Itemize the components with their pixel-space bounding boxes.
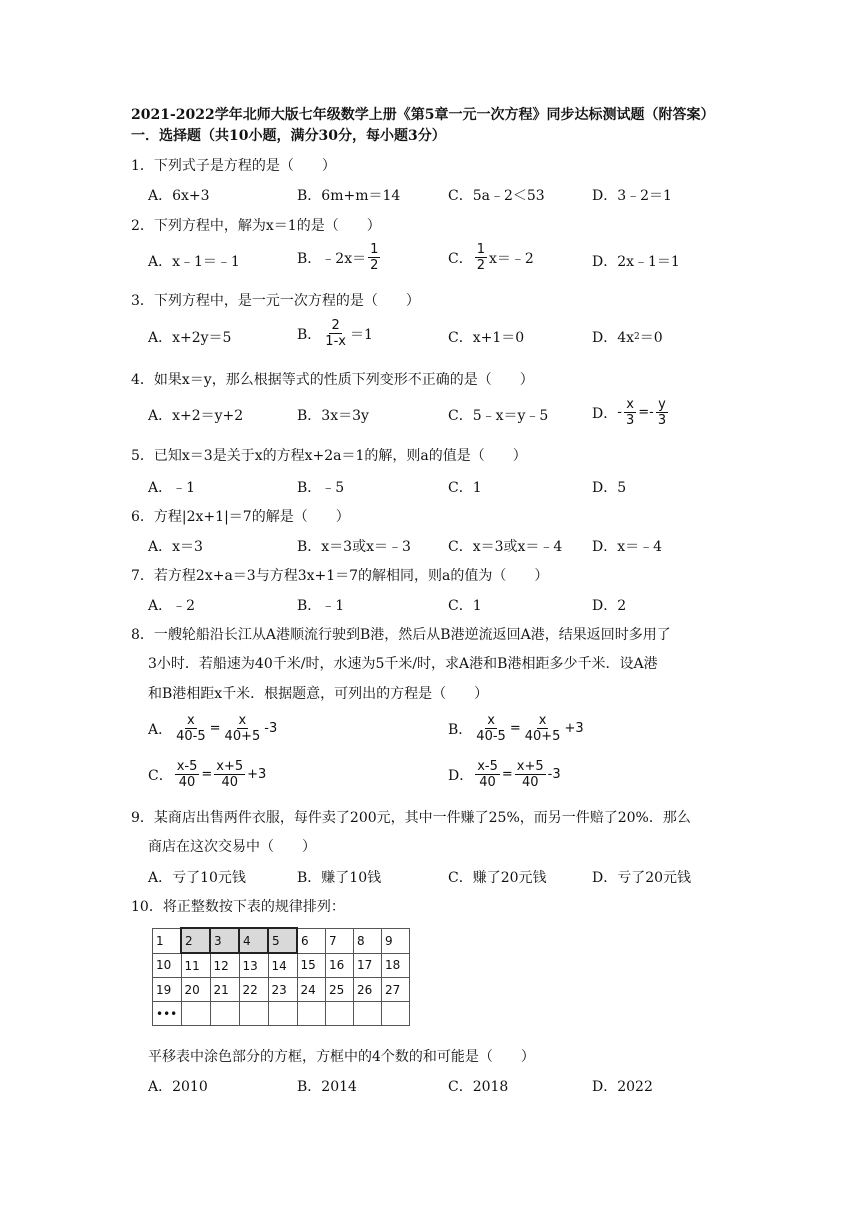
- number-grid-table: [152, 927, 410, 1026]
- grid-cell: 6: [297, 928, 326, 953]
- question-8-line-1: 8．一艘轮船沿长江从A港顺流行驶到B港，然后从B港逆流返回A港，结果返回时多用了: [131, 627, 671, 643]
- q8-option-b-fraction-left: [474, 713, 508, 744]
- q8-option-d: [448, 759, 561, 790]
- grid-cell: 21: [210, 978, 239, 1002]
- q3-option-d-label: D．4x: [592, 330, 635, 346]
- q1-option-d: D．3﹣2＝1: [592, 188, 672, 204]
- q5-option-c: C．1: [448, 480, 482, 496]
- question-8-line-3: 和B港相距x千米．根据题意，可列出的方程是（ ）: [148, 686, 489, 702]
- fraction-denominator: 40-5: [476, 729, 506, 744]
- fraction-denominator: 40: [479, 775, 496, 790]
- fraction-denominator: 40: [221, 775, 238, 790]
- q3-option-c: C．x+1＝0: [448, 330, 525, 346]
- q4-option-a: A．x+2＝y+2: [148, 408, 244, 424]
- fraction-denominator: 40: [178, 775, 196, 790]
- q10-option-c: C．2018: [448, 1079, 509, 1095]
- q8-option-b: [448, 713, 584, 744]
- grid-cell: 13: [239, 953, 268, 978]
- grid-cell: 24: [297, 978, 326, 1002]
- q8-option-d-label: D．: [448, 767, 474, 784]
- q8-option-c: [148, 759, 266, 790]
- q8-option-c-label: C．: [148, 767, 173, 784]
- equals-sign: =: [201, 767, 213, 782]
- equals-sign: =: [209, 721, 221, 736]
- fraction-numerator: x-5: [176, 759, 198, 774]
- q2-option-d: D．2x﹣1＝1: [592, 254, 680, 270]
- q2-option-a: A．x﹣1＝﹣1: [148, 254, 240, 270]
- equals-sign: =-: [638, 405, 654, 420]
- fraction-denominator: 1-x: [325, 334, 346, 349]
- q2-option-b-fraction: [368, 242, 380, 273]
- fraction-numerator: x: [238, 713, 247, 728]
- question-7-stem: 7．若方程2x+a＝3与方程3x+1＝7的解相同，则a的值为（ ）: [131, 568, 549, 584]
- grid-cell: 20: [181, 978, 210, 1002]
- q4-option-d-label: D．: [592, 405, 618, 422]
- q8-option-b-fraction-right: [523, 713, 563, 744]
- q9-option-d: D．亏了20元钱: [592, 870, 692, 886]
- equals-sign: =: [509, 721, 521, 736]
- grid-cell: 2: [181, 928, 210, 953]
- q3-option-b-fraction: [323, 318, 348, 349]
- fraction-numerator: x: [538, 713, 547, 728]
- fraction-denominator: 40+5: [224, 729, 261, 744]
- q5-option-d: D．5: [592, 480, 627, 496]
- q9-option-c: C．赚了20元钱: [448, 870, 547, 886]
- q10-option-a: A．2010: [148, 1079, 208, 1095]
- grid-row: [153, 953, 410, 978]
- q3-option-b-rest: ＝1: [349, 326, 373, 343]
- q9-option-a: A．亏了10元钱: [148, 870, 246, 886]
- q3-option-b: [297, 318, 373, 349]
- q8-option-a: [148, 713, 277, 744]
- grid-cell: 19: [153, 978, 182, 1002]
- grid-cell: 17: [354, 953, 382, 978]
- fraction-denominator: 3: [625, 413, 635, 428]
- q5-option-b: B．﹣5: [297, 480, 345, 496]
- q4-option-d-fraction-right: [656, 397, 668, 428]
- grid-cell: 9: [382, 928, 410, 953]
- q4-option-d: [592, 397, 670, 428]
- grid-cell: 12: [210, 953, 239, 978]
- fraction-denominator: 2: [370, 258, 379, 273]
- q8-option-d-fraction-right: [515, 759, 546, 790]
- q3-option-a: A．x+2y＝5: [148, 330, 232, 346]
- q8-option-a-fraction-right: [223, 713, 263, 744]
- grid-cell: [181, 1002, 210, 1026]
- fraction-numerator: x+5: [516, 759, 544, 774]
- equals-sign: =: [501, 767, 513, 782]
- grid-cell: 25: [326, 978, 354, 1002]
- question-4-stem: 4．如果x＝y，那么根据等式的性质下列变形不正确的是（ ）: [131, 372, 534, 388]
- q6-option-d: D．x＝﹣4: [592, 539, 663, 555]
- grid-cell: [354, 1002, 382, 1026]
- grid-cell: [382, 1002, 410, 1026]
- section-heading: 一．选择题（共10小题，满分30分，每小题3分）: [131, 128, 446, 144]
- q8-option-b-label: B．: [448, 721, 473, 738]
- q8-option-d-fraction-left: [475, 759, 500, 790]
- q3-option-d-rest: ＝0: [639, 330, 663, 346]
- fraction-numerator: 2: [331, 318, 340, 333]
- q1-option-b: B．6m+m＝14: [297, 188, 401, 204]
- grid-cell: [326, 1002, 354, 1026]
- grid-cell: 15: [297, 953, 326, 978]
- q9-option-b: B．赚了10钱: [297, 870, 382, 886]
- fraction-numerator: 1: [370, 242, 379, 257]
- grid-cell: 11: [181, 953, 210, 978]
- q2-option-c-label: C．: [448, 250, 473, 267]
- q1-option-c: C．5a﹣2＜53: [448, 188, 545, 204]
- fraction-denominator: 3: [657, 413, 667, 428]
- q3-option-b-label: B．: [297, 326, 322, 343]
- grid-cell: [297, 1002, 326, 1026]
- fraction-numerator: x+5: [216, 759, 244, 774]
- q8-option-a-label: A．: [148, 721, 173, 738]
- fraction-denominator: 40: [521, 775, 539, 790]
- question-9-line-1: 9．某商店出售两件衣服，每件卖了200元，其中一件赚了25%，而另一件赔了20%．那么: [131, 810, 691, 826]
- q8-option-b-rest: +3: [564, 721, 584, 736]
- grid-cell: •••: [153, 1002, 182, 1026]
- q4-option-b: B．3x＝3y: [297, 408, 369, 424]
- q10-option-d: D．2022: [592, 1079, 653, 1095]
- q7-option-d: D．2: [592, 598, 627, 614]
- document-title: 2021-2022学年北师大版七年级数学上册《第5章一元一次方程》同步达标测试题（附答案）: [131, 107, 715, 123]
- q2-option-c: [448, 242, 534, 273]
- q10-option-b: B．2014: [297, 1079, 357, 1095]
- grid-cell: 3: [210, 928, 239, 953]
- fraction-denominator: 40+5: [524, 729, 561, 744]
- grid-cell: 14: [268, 953, 297, 978]
- grid-cell: [239, 1002, 268, 1026]
- q3-option-d-exponent: 2: [634, 332, 640, 342]
- q1-option-a: A．6x+3: [148, 188, 210, 204]
- q5-option-a: A．﹣1: [148, 480, 196, 496]
- grid-cell: 22: [239, 978, 268, 1002]
- grid-cell: 7: [326, 928, 354, 953]
- grid-cell: [268, 1002, 297, 1026]
- grid-cell: 27: [382, 978, 410, 1002]
- grid-cell: 18: [382, 953, 410, 978]
- fraction-numerator: x: [626, 397, 634, 412]
- grid-cell: 4: [239, 928, 268, 953]
- fraction-numerator: x-5: [477, 759, 498, 774]
- grid-cell: 16: [326, 953, 354, 978]
- grid-cell: 8: [354, 928, 382, 953]
- grid-cell: 1: [153, 928, 182, 953]
- q8-option-c-rest: +3: [247, 767, 267, 782]
- q2-option-c-rest: x＝﹣2: [489, 250, 534, 267]
- question-2-stem: 2．下列方程中，解为x＝1的是（ ）: [131, 218, 381, 234]
- q6-option-a: A．x＝3: [148, 539, 203, 555]
- grid-row: [153, 928, 410, 953]
- minus-sign: -: [617, 405, 622, 420]
- fraction-denominator: 40-5: [176, 729, 206, 744]
- question-8-line-2: 3小时．若船速为40千米/时，水速为5千米/时，求A港和B港相距多少千米．设A港: [148, 656, 658, 672]
- q8-option-a-rest: -3: [264, 721, 278, 736]
- q8-option-c-fraction-left: [175, 759, 200, 790]
- q7-option-a: A．﹣2: [148, 598, 196, 614]
- question-10-stem: 10．将正整数按下表的规律排列：: [131, 899, 345, 915]
- q4-option-c: C．5﹣x＝y﹣5: [448, 408, 549, 424]
- grid-cell: [210, 1002, 239, 1026]
- q2-option-b-label: B．﹣2x＝: [297, 250, 367, 267]
- grid-cell: 5: [268, 928, 297, 953]
- q4-option-d-fraction-left: [624, 397, 636, 428]
- grid-row: [153, 1002, 410, 1026]
- question-6-stem: 6．方程|2x+1|＝7的解是（ ）: [131, 509, 350, 525]
- q8-option-a-fraction-left: [174, 713, 208, 744]
- q2-option-b: [297, 242, 382, 273]
- fraction-denominator: 2: [476, 258, 485, 273]
- q7-option-b: B．﹣1: [297, 598, 345, 614]
- fraction-numerator: 1: [476, 242, 485, 257]
- question-5-stem: 5．已知x＝3是关于x的方程x+2a＝1的解，则a的值是（ ）: [131, 448, 527, 464]
- grid-cell: 10: [153, 953, 182, 978]
- question-1-stem: 1．下列式子是方程的是（ ）: [131, 158, 336, 174]
- grid-cell: 23: [268, 978, 297, 1002]
- question-9-line-2: 商店在这次交易中（ ）: [148, 839, 316, 855]
- grid-cell: 26: [354, 978, 382, 1002]
- q7-option-c: C．1: [448, 598, 482, 614]
- question-10-note: 平移表中涂色部分的方框，方框中的4个数的和可能是（ ）: [148, 1049, 535, 1065]
- q8-option-c-fraction-right: [214, 759, 245, 790]
- q8-option-d-rest: -3: [547, 767, 561, 782]
- fraction-numerator: x: [487, 713, 495, 728]
- q6-option-c: C．x＝3或x＝﹣4: [448, 539, 563, 555]
- q3-option-d: [592, 327, 663, 347]
- q6-option-b: B．x＝3或x＝﹣3: [297, 539, 411, 555]
- q2-option-c-fraction: [475, 242, 487, 273]
- fraction-numerator: y: [658, 397, 666, 412]
- question-3-stem: 3．下列方程中，是一元一次方程的是（ ）: [131, 293, 420, 309]
- grid-row: [153, 978, 410, 1002]
- fraction-numerator: x: [187, 713, 195, 728]
